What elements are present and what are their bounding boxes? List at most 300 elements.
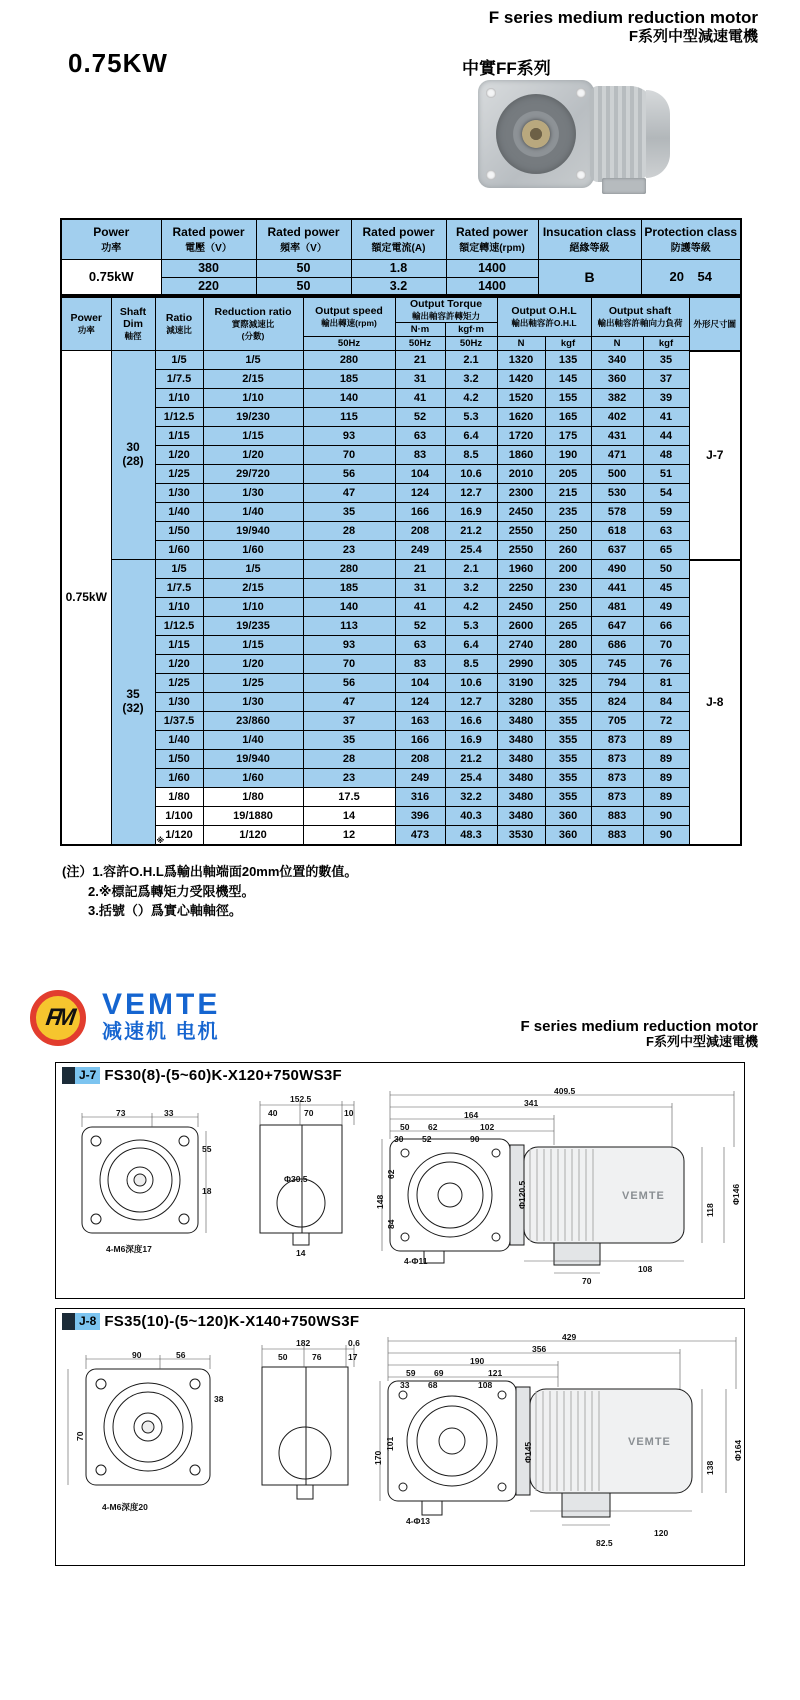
dimension-label: 190 (470, 1356, 485, 1366)
shaftload-kgf-value: 89 (643, 731, 689, 750)
bolt-hole (576, 170, 586, 180)
voltage-value: 380 (161, 259, 256, 277)
shaftload-n-value: 402 (591, 408, 643, 427)
note-line: (注）1.容許O.H.L爲輸出軸端面20mm位置的數值。 (62, 864, 358, 879)
footnotes (62, 862, 357, 921)
dimension-label: 102 (480, 1122, 495, 1132)
torque-kgfm-value: 25.4 (445, 769, 497, 788)
col-outline-drawing: 外形尺寸圖 (689, 297, 741, 351)
output-speed-value: 140 (303, 598, 395, 617)
shaftload-n-value: 360 (591, 370, 643, 389)
torque-kgfm-value: 16.9 (445, 731, 497, 750)
perf-row (61, 731, 741, 750)
power-value: 0.75kW (61, 259, 161, 295)
shaftload-kgf-value: 39 (643, 389, 689, 408)
perf-row (61, 674, 741, 693)
torque-nm-value: 52 (395, 408, 445, 427)
dimension-label: Φ146 (731, 1183, 741, 1205)
ohl-kgf-value: 250 (545, 522, 591, 541)
shaftload-kgf-value: 59 (643, 503, 689, 522)
reduction-ratio-value: 1/40 (203, 731, 303, 750)
logo-letters: FM (43, 1004, 73, 1031)
torque-nm-value: 21 (395, 560, 445, 579)
shaftload-kgf-value: 45 (643, 579, 689, 598)
shaftload-kgf-value: 89 (643, 769, 689, 788)
ohl-kgf-value: 360 (545, 826, 591, 845)
ratio-value: 1/5 (155, 351, 203, 370)
torque-nm-value: 166 (395, 731, 445, 750)
ohl-n-value: 2450 (497, 598, 545, 617)
col-output-ohl: Output O.H.L 輸出軸容許O.H.L (497, 297, 591, 337)
ohl-n-value: 3530 (497, 826, 545, 845)
ratio-value: 1/30 (155, 484, 203, 503)
torque-nm-value: 124 (395, 484, 445, 503)
dimension-label: 152.5 (290, 1094, 312, 1104)
ohl-kgf-value: 355 (545, 731, 591, 750)
col-speed: Rated power 額定轉速(rpm) (446, 219, 538, 259)
output-speed-value: 17.5 (303, 788, 395, 807)
ohl-n-value: 1620 (497, 408, 545, 427)
output-speed-value: 140 (303, 389, 395, 408)
perf-row (61, 522, 741, 541)
dimension-label: 62 (428, 1122, 438, 1132)
shaftload-kgf-value: 89 (643, 788, 689, 807)
ratings-table (60, 218, 742, 296)
shaftload-n-value: 873 (591, 731, 643, 750)
output-speed-value: 28 (303, 522, 395, 541)
ratio-value: 1/30 (155, 693, 203, 712)
reduction-ratio-value: 1/25 (203, 674, 303, 693)
output-speed-value: 12 (303, 826, 395, 845)
perf-row (61, 826, 741, 845)
ohl-n-value: 2550 (497, 541, 545, 560)
ratio-value: 1/5 (155, 560, 203, 579)
power-heading: 0.75KW (68, 48, 168, 78)
shaftload-kgf-value: 49 (643, 598, 689, 617)
ratio-value: 1/50 (155, 750, 203, 769)
shaftload-n-value: 883 (591, 807, 643, 826)
brand-name: VEMTE (102, 988, 221, 1021)
unit-50hz: 50Hz (395, 337, 445, 351)
perf-row (61, 636, 741, 655)
output-speed-value: 115 (303, 408, 395, 427)
perf-row (61, 465, 741, 484)
dimension-label: 10 (344, 1108, 354, 1118)
ohl-n-value: 1720 (497, 427, 545, 446)
ohl-kgf-value: 205 (545, 465, 591, 484)
unit-50hz: 50Hz (445, 337, 497, 351)
ohl-kgf-value: 200 (545, 560, 591, 579)
svg-text:VEMTE: VEMTE (628, 1436, 671, 1448)
frequency-value: 50 (256, 277, 351, 295)
perf-row (61, 750, 741, 769)
ohl-kgf-value: 265 (545, 617, 591, 636)
perf-row (61, 579, 741, 598)
perf-row (61, 427, 741, 446)
reduction-ratio-value: 1/20 (203, 655, 303, 674)
output-speed-value: 280 (303, 560, 395, 579)
torque-nm-value: 31 (395, 579, 445, 598)
torque-nm-value: 83 (395, 446, 445, 465)
perf-table-body (61, 351, 741, 845)
torque-kgfm-value: 6.4 (445, 636, 497, 655)
shaftload-kgf-value: 76 (643, 655, 689, 674)
ratio-value: 1/120 ※ (155, 826, 203, 845)
dimension-label: 121 (488, 1368, 503, 1378)
perf-row (61, 389, 741, 408)
torque-limited-marker: ※ (156, 835, 165, 845)
output-speed-value: 93 (303, 636, 395, 655)
dimension-label: 341 (524, 1098, 539, 1108)
shaftload-n-value: 441 (591, 579, 643, 598)
unit-kgf: kgf (545, 337, 591, 351)
torque-nm-value: 31 (395, 370, 445, 389)
reduction-ratio-value: 1/5 (203, 560, 303, 579)
ohl-n-value: 2010 (497, 465, 545, 484)
shaftload-n-value: 873 (591, 788, 643, 807)
perf-row (61, 769, 741, 788)
col-reduction-ratio: Reduction ratio 實際減速比 (分數) (203, 297, 303, 351)
dimension-label: 4-M6深度20 (102, 1502, 148, 1512)
torque-kgfm-value: 4.2 (445, 598, 497, 617)
perf-row (61, 446, 741, 465)
col-ratio: Ratio 減速比 (155, 297, 203, 351)
ohl-kgf-value: 355 (545, 712, 591, 731)
dimension-label: 170 (373, 1450, 383, 1465)
torque-kgfm-value: 12.7 (445, 693, 497, 712)
shaftload-kgf-value: 66 (643, 617, 689, 636)
output-speed-value: 93 (303, 427, 395, 446)
ohl-kgf-value: 360 (545, 807, 591, 826)
dimension-label: 73 (116, 1108, 126, 1118)
ratio-value: 1/20 (155, 655, 203, 674)
torque-kgfm-value: 32.2 (445, 788, 497, 807)
ohl-n-value: 3480 (497, 712, 545, 731)
unit-kgf: kgf (643, 337, 689, 351)
torque-kgfm-value: 12.7 (445, 484, 497, 503)
note-line: 2.※標記爲轉矩力受限機型。 (88, 883, 255, 899)
dimension-label: 69 (434, 1368, 444, 1378)
output-speed-value: 185 (303, 579, 395, 598)
reduction-ratio-value: 1/10 (203, 389, 303, 408)
reduction-ratio-value: 1/80 (203, 788, 303, 807)
torque-nm-value: 63 (395, 427, 445, 446)
perf-row (61, 351, 741, 370)
shaftload-kgf-value: 54 (643, 484, 689, 503)
torque-kgfm-value: 8.5 (445, 655, 497, 674)
ohl-n-value: 1960 (497, 560, 545, 579)
col-frequency: Rated power 頻率（V） (256, 219, 351, 259)
series-label: 中實FF系列 (462, 59, 551, 78)
dimension-label: Φ120.5 (517, 1180, 527, 1209)
dimension-label: 356 (532, 1344, 547, 1354)
shaftload-n-value: 686 (591, 636, 643, 655)
torque-nm-value: 104 (395, 674, 445, 693)
reduction-ratio-value: 1/120 (203, 826, 303, 845)
dimension-label: 0.6 (348, 1338, 360, 1348)
shaftload-kgf-value: 50 (643, 560, 689, 579)
ratio-value: 1/37.5 (155, 712, 203, 731)
speed-value: 1400 (446, 259, 538, 277)
title-english: F series medium reduction motor (488, 8, 758, 27)
reduction-ratio-value: 19/230 (203, 408, 303, 427)
torque-kgfm-value: 6.4 (445, 427, 497, 446)
ohl-kgf-value: 155 (545, 389, 591, 408)
vemte-logo-text (102, 990, 220, 1044)
torque-nm-value: 166 (395, 503, 445, 522)
ratio-value: 1/25 (155, 465, 203, 484)
output-shaft (522, 120, 550, 148)
page-title (489, 8, 758, 45)
shaftload-n-value: 471 (591, 446, 643, 465)
ohl-kgf-value: 135 (545, 351, 591, 370)
drawing-j7-canvas (56, 1087, 744, 1292)
drawing-j7-titlebar (56, 1063, 744, 1086)
ohl-kgf-value: 250 (545, 598, 591, 617)
insulation-value: B (538, 259, 641, 295)
drawing-id-chip (62, 1313, 100, 1330)
ohl-kgf-value: 165 (545, 408, 591, 427)
shaftload-n-value: 578 (591, 503, 643, 522)
dimension-label: 70 (75, 1431, 85, 1441)
voltage-value: 220 (161, 277, 256, 295)
ohl-kgf-value: 355 (545, 788, 591, 807)
dimension-label: 4-M6深度17 (106, 1244, 152, 1254)
dimension-label: 4-Φ13 (406, 1516, 430, 1526)
torque-kgfm-value: 3.2 (445, 579, 497, 598)
shaftload-kgf-value: 65 (643, 541, 689, 560)
shaftload-n-value: 873 (591, 769, 643, 788)
perf-row (61, 541, 741, 560)
col-power: Power 功率 (61, 219, 161, 259)
dimension-label: 56 (176, 1350, 186, 1360)
output-speed-value: 280 (303, 351, 395, 370)
drawing-j7 (55, 1062, 745, 1299)
reduction-ratio-value: 2/15 (203, 579, 303, 598)
ohl-n-value: 2300 (497, 484, 545, 503)
dimension-label: 50 (278, 1352, 288, 1362)
dimension-label: 70 (304, 1108, 314, 1118)
torque-kgfm-value: 16.6 (445, 712, 497, 731)
drawing-id: J-8 (75, 1313, 100, 1330)
current-value: 1.8 (351, 259, 446, 277)
perf-row (61, 617, 741, 636)
shaftload-n-value: 500 (591, 465, 643, 484)
perf-row (61, 370, 741, 389)
reduction-ratio-value: 1/15 (203, 636, 303, 655)
perf-row (61, 484, 741, 503)
output-speed-value: 56 (303, 674, 395, 693)
ohl-n-value: 1860 (497, 446, 545, 465)
dimension-label: 82.5 (596, 1538, 613, 1548)
shaftload-kgf-value: 35 (643, 351, 689, 370)
frequency-value: 50 (256, 259, 351, 277)
unit-n: N (591, 337, 643, 351)
ohl-kgf-value: 215 (545, 484, 591, 503)
output-speed-value: 70 (303, 655, 395, 674)
ratio-value: 1/25 (155, 674, 203, 693)
brand-subtitle: 减速机 电机 (102, 1021, 220, 1043)
torque-kgfm-value: 16.9 (445, 503, 497, 522)
shaftload-n-value: 647 (591, 617, 643, 636)
reduction-ratio-value: 1/15 (203, 427, 303, 446)
output-speed-value: 113 (303, 617, 395, 636)
shaftload-n-value: 637 (591, 541, 643, 560)
col-shaft-dim: Shaft Dim 軸徑 (111, 297, 155, 351)
ratings-header-row (61, 219, 741, 259)
torque-kgfm-value: 4.2 (445, 389, 497, 408)
perf-row (61, 807, 741, 826)
ratio-value: 1/40 (155, 731, 203, 750)
col-protection: Protection class 防護等級 (641, 219, 741, 259)
speed-value: 1400 (446, 277, 538, 295)
shaftload-kgf-value: 81 (643, 674, 689, 693)
drawing-model-title: FS30(8)-(5~60)K-X120+750WS3F (104, 1067, 343, 1084)
ohl-n-value: 3480 (497, 807, 545, 826)
shaftload-kgf-value: 89 (643, 750, 689, 769)
ratio-value: 1/100 (155, 807, 203, 826)
shaftload-kgf-value: 72 (643, 712, 689, 731)
output-speed-value: 37 (303, 712, 395, 731)
shaftload-kgf-value: 37 (643, 370, 689, 389)
chip-icon (62, 1067, 75, 1084)
shaftload-kgf-value: 70 (643, 636, 689, 655)
dimension-label: 55 (202, 1144, 212, 1154)
dimension-label: 40 (268, 1108, 278, 1118)
dimension-label: 59 (406, 1368, 416, 1378)
dimension-label: 76 (312, 1352, 322, 1362)
ohl-n-value: 3480 (497, 731, 545, 750)
ohl-n-value: 3480 (497, 788, 545, 807)
dimension-label: 68 (428, 1380, 438, 1390)
dimension-label: 18 (202, 1186, 212, 1196)
gearbox-flange (478, 80, 594, 188)
torque-kgfm-value: 48.3 (445, 826, 497, 845)
ohl-kgf-value: 355 (545, 693, 591, 712)
shaft-dim-value: 30 (28) (111, 351, 155, 560)
dimension-label: 90 (470, 1134, 480, 1144)
ratio-value: 1/15 (155, 636, 203, 655)
torque-nm-value: 249 (395, 769, 445, 788)
torque-kgfm-value: 5.3 (445, 408, 497, 427)
output-speed-value: 47 (303, 484, 395, 503)
performance-table (60, 296, 742, 846)
ratio-value: 1/80 (155, 788, 203, 807)
shaftload-kgf-value: 51 (643, 465, 689, 484)
dimension-label: 148 (375, 1194, 385, 1209)
perf-row (61, 408, 741, 427)
ohl-n-value: 2450 (497, 503, 545, 522)
shaftload-n-value: 481 (591, 598, 643, 617)
dimension-label: 90 (132, 1350, 142, 1360)
ohl-n-value: 3190 (497, 674, 545, 693)
ratio-value: 1/10 (155, 389, 203, 408)
dimension-label: 182 (296, 1338, 311, 1348)
perf-row (61, 503, 741, 522)
shaftload-kgf-value: 48 (643, 446, 689, 465)
drawing-j8-titlebar (56, 1309, 744, 1332)
shaftload-n-value: 705 (591, 712, 643, 731)
col-output-torque: Output Torque 輸出軸容許轉矩力 (395, 297, 497, 323)
outline-drawing-ref: J-7 (689, 351, 741, 560)
shaftload-kgf-value: 44 (643, 427, 689, 446)
torque-kgfm-value: 5.3 (445, 617, 497, 636)
ohl-kgf-value: 355 (545, 750, 591, 769)
ohl-kgf-value: 235 (545, 503, 591, 522)
output-speed-value: 28 (303, 750, 395, 769)
drawing-j8-canvas (56, 1333, 744, 1558)
shaftload-n-value: 794 (591, 674, 643, 693)
reduction-ratio-value: 1/10 (203, 598, 303, 617)
perf-header-row (61, 297, 741, 323)
shaftload-n-value: 382 (591, 389, 643, 408)
reduction-ratio-value: 29/720 (203, 465, 303, 484)
output-speed-value: 47 (303, 693, 395, 712)
torque-nm-value: 208 (395, 522, 445, 541)
shaftload-n-value: 873 (591, 750, 643, 769)
svg-text:VEMTE: VEMTE (622, 1190, 665, 1202)
ohl-n-value: 1420 (497, 370, 545, 389)
torque-nm-value: 208 (395, 750, 445, 769)
ratio-value: 1/15 (155, 427, 203, 446)
drawing-model-title: FS35(10)-(5~120)K-X140+750WS3F (104, 1313, 360, 1330)
perf-row (61, 712, 741, 731)
ratio-value: 1/40 (155, 503, 203, 522)
reduction-ratio-value: 23/860 (203, 712, 303, 731)
dimension-label: 108 (638, 1264, 653, 1274)
output-speed-value: 35 (303, 503, 395, 522)
ohl-n-value: 2990 (497, 655, 545, 674)
motor-photo (478, 78, 670, 192)
shaft-dim-value: 35 (32) (111, 560, 155, 845)
ohl-kgf-value: 175 (545, 427, 591, 446)
shaftload-kgf-value: 90 (643, 807, 689, 826)
ohl-n-value: 2600 (497, 617, 545, 636)
drawing-id: J-7 (75, 1067, 100, 1084)
output-speed-value: 23 (303, 769, 395, 788)
perf-row (61, 788, 741, 807)
reduction-ratio-value: 1/30 (203, 484, 303, 503)
shaftload-kgf-value: 90 (643, 826, 689, 845)
ohl-kgf-value: 325 (545, 674, 591, 693)
ratio-value: 1/7.5 (155, 370, 203, 389)
output-speed-value: 70 (303, 446, 395, 465)
torque-nm-value: 163 (395, 712, 445, 731)
torque-nm-value: 63 (395, 636, 445, 655)
dimension-label: 33 (164, 1108, 174, 1118)
reduction-ratio-value: 1/60 (203, 541, 303, 560)
section-title: F series medium reduction motor F系列中型減速電機 (520, 1018, 758, 1050)
chip-icon (62, 1313, 75, 1330)
output-speed-value: 23 (303, 541, 395, 560)
drawing-j8 (55, 1308, 745, 1566)
dimension-label: 84 (386, 1219, 396, 1229)
dimension-label: 118 (705, 1203, 715, 1217)
unit-50hz: 50Hz (303, 337, 395, 351)
col-insulation: Insucation class 絕緣等級 (538, 219, 641, 259)
ohl-kgf-value: 280 (545, 636, 591, 655)
shaftload-n-value: 340 (591, 351, 643, 370)
dimension-label: Φ145 (523, 1441, 533, 1463)
col-output-shaft-load: Output shaft 輸出軸容許軸向力負荷 (591, 297, 689, 337)
torque-nm-value: 21 (395, 351, 445, 370)
ohl-kgf-value: 355 (545, 769, 591, 788)
protection-value: 20 54 (641, 259, 741, 295)
reduction-ratio-value: 1/20 (203, 446, 303, 465)
dimension-label: 108 (478, 1380, 493, 1390)
shaftload-n-value: 824 (591, 693, 643, 712)
title-chinese: F系列中型減速電機 (628, 27, 758, 45)
